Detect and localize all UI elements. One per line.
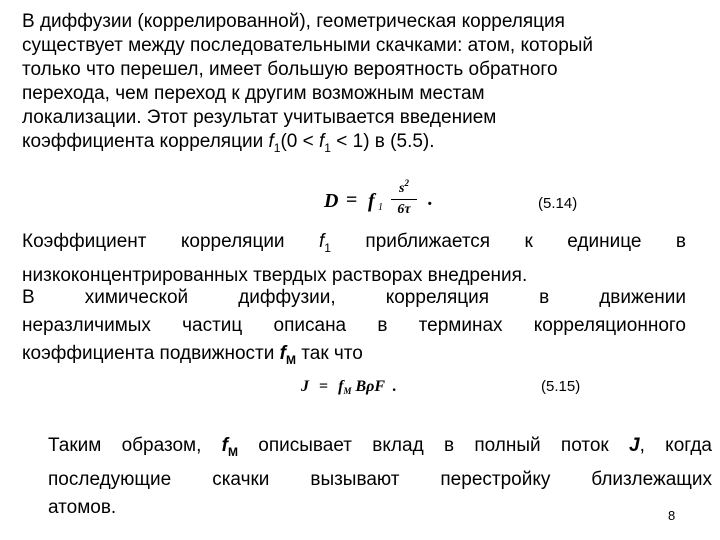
subscript: M — [343, 386, 352, 396]
equals-sign: = — [319, 378, 329, 395]
symbol-f: f — [319, 231, 325, 252]
text-fragment: (0 < — [280, 131, 320, 152]
numerator — [390, 178, 418, 197]
subscript: 1 — [273, 141, 281, 155]
subscript: 1 — [324, 141, 331, 155]
text-line — [22, 130, 702, 160]
period: . — [392, 378, 397, 395]
text-line — [22, 340, 686, 374]
text-line — [48, 432, 712, 466]
fraction-bar — [391, 199, 417, 200]
superscript: 2 — [404, 178, 409, 188]
symbol-s: s — [399, 181, 405, 196]
symbol-f: f — [338, 378, 344, 395]
text-fragment: коэффициента подвижности — [22, 343, 280, 364]
symbol-f: f — [368, 190, 375, 212]
expression: BρF — [355, 378, 385, 395]
symbol-J: J — [629, 435, 640, 456]
text-fragment: Коэффициент корреляции — [22, 231, 319, 252]
text-fragment: Таким образом, — [48, 435, 222, 456]
page-number: 8 — [668, 508, 676, 523]
text-line — [22, 228, 686, 262]
equals-sign: = — [346, 189, 358, 211]
symbol-f: f — [221, 435, 228, 456]
symbol-f: f — [268, 131, 274, 152]
text-line: В диффузии (коррелированной), геометрическая корреляция — [22, 11, 565, 32]
symbol-D: D — [324, 190, 339, 212]
intro-paragraph — [22, 10, 702, 160]
text-line: только что перешел, имеет большую вероятность обратного — [22, 59, 558, 80]
subscript: M — [228, 445, 238, 459]
equation-number: (5.15) — [541, 378, 581, 395]
conclusion-paragraph — [48, 432, 712, 522]
correlation-paragraph — [22, 228, 686, 290]
text-line: последующие скачки вызывают перестройку близлежащих — [48, 469, 712, 490]
text-line: перехода, чем переход к другим возможным местам — [22, 83, 485, 104]
text-fragment: так что — [295, 343, 363, 364]
symbol-J: J — [301, 378, 309, 395]
text-line: существует между последовательными скачками: атом, который — [22, 35, 594, 56]
text-line: локализации. Этот результат учитывается введением — [22, 107, 497, 128]
text-line: В химической диффузии, корреляция в движении — [22, 287, 686, 308]
equation-number: (5.14) — [538, 195, 578, 212]
equation-5-15 — [301, 378, 451, 400]
subscript: 1 — [378, 202, 383, 213]
symbol-f: f — [279, 343, 286, 364]
text-fragment: приближается к единице в — [330, 231, 687, 252]
subscript: M — [285, 353, 296, 367]
text-fragment: коэффициента корреляции — [22, 131, 269, 152]
text-fragment: , когда — [639, 435, 712, 456]
symbol-f: f — [319, 131, 325, 152]
text-fragment: < 1) в (5.5). — [330, 131, 435, 152]
subscript: 1 — [324, 241, 331, 255]
denominator: 6τ — [397, 202, 411, 217]
period: . — [428, 188, 433, 210]
chemical-diffusion-paragraph — [22, 284, 686, 374]
text-line: атомов. — [48, 497, 117, 518]
text-fragment: описывает вклад в полный поток — [238, 435, 630, 456]
text-line: неразличимых частиц описана в терминах корреляционного — [22, 315, 686, 336]
text-line: низкоконцентрированных твердых растворах внедрения. — [22, 265, 528, 286]
equation-5-14 — [324, 178, 444, 222]
